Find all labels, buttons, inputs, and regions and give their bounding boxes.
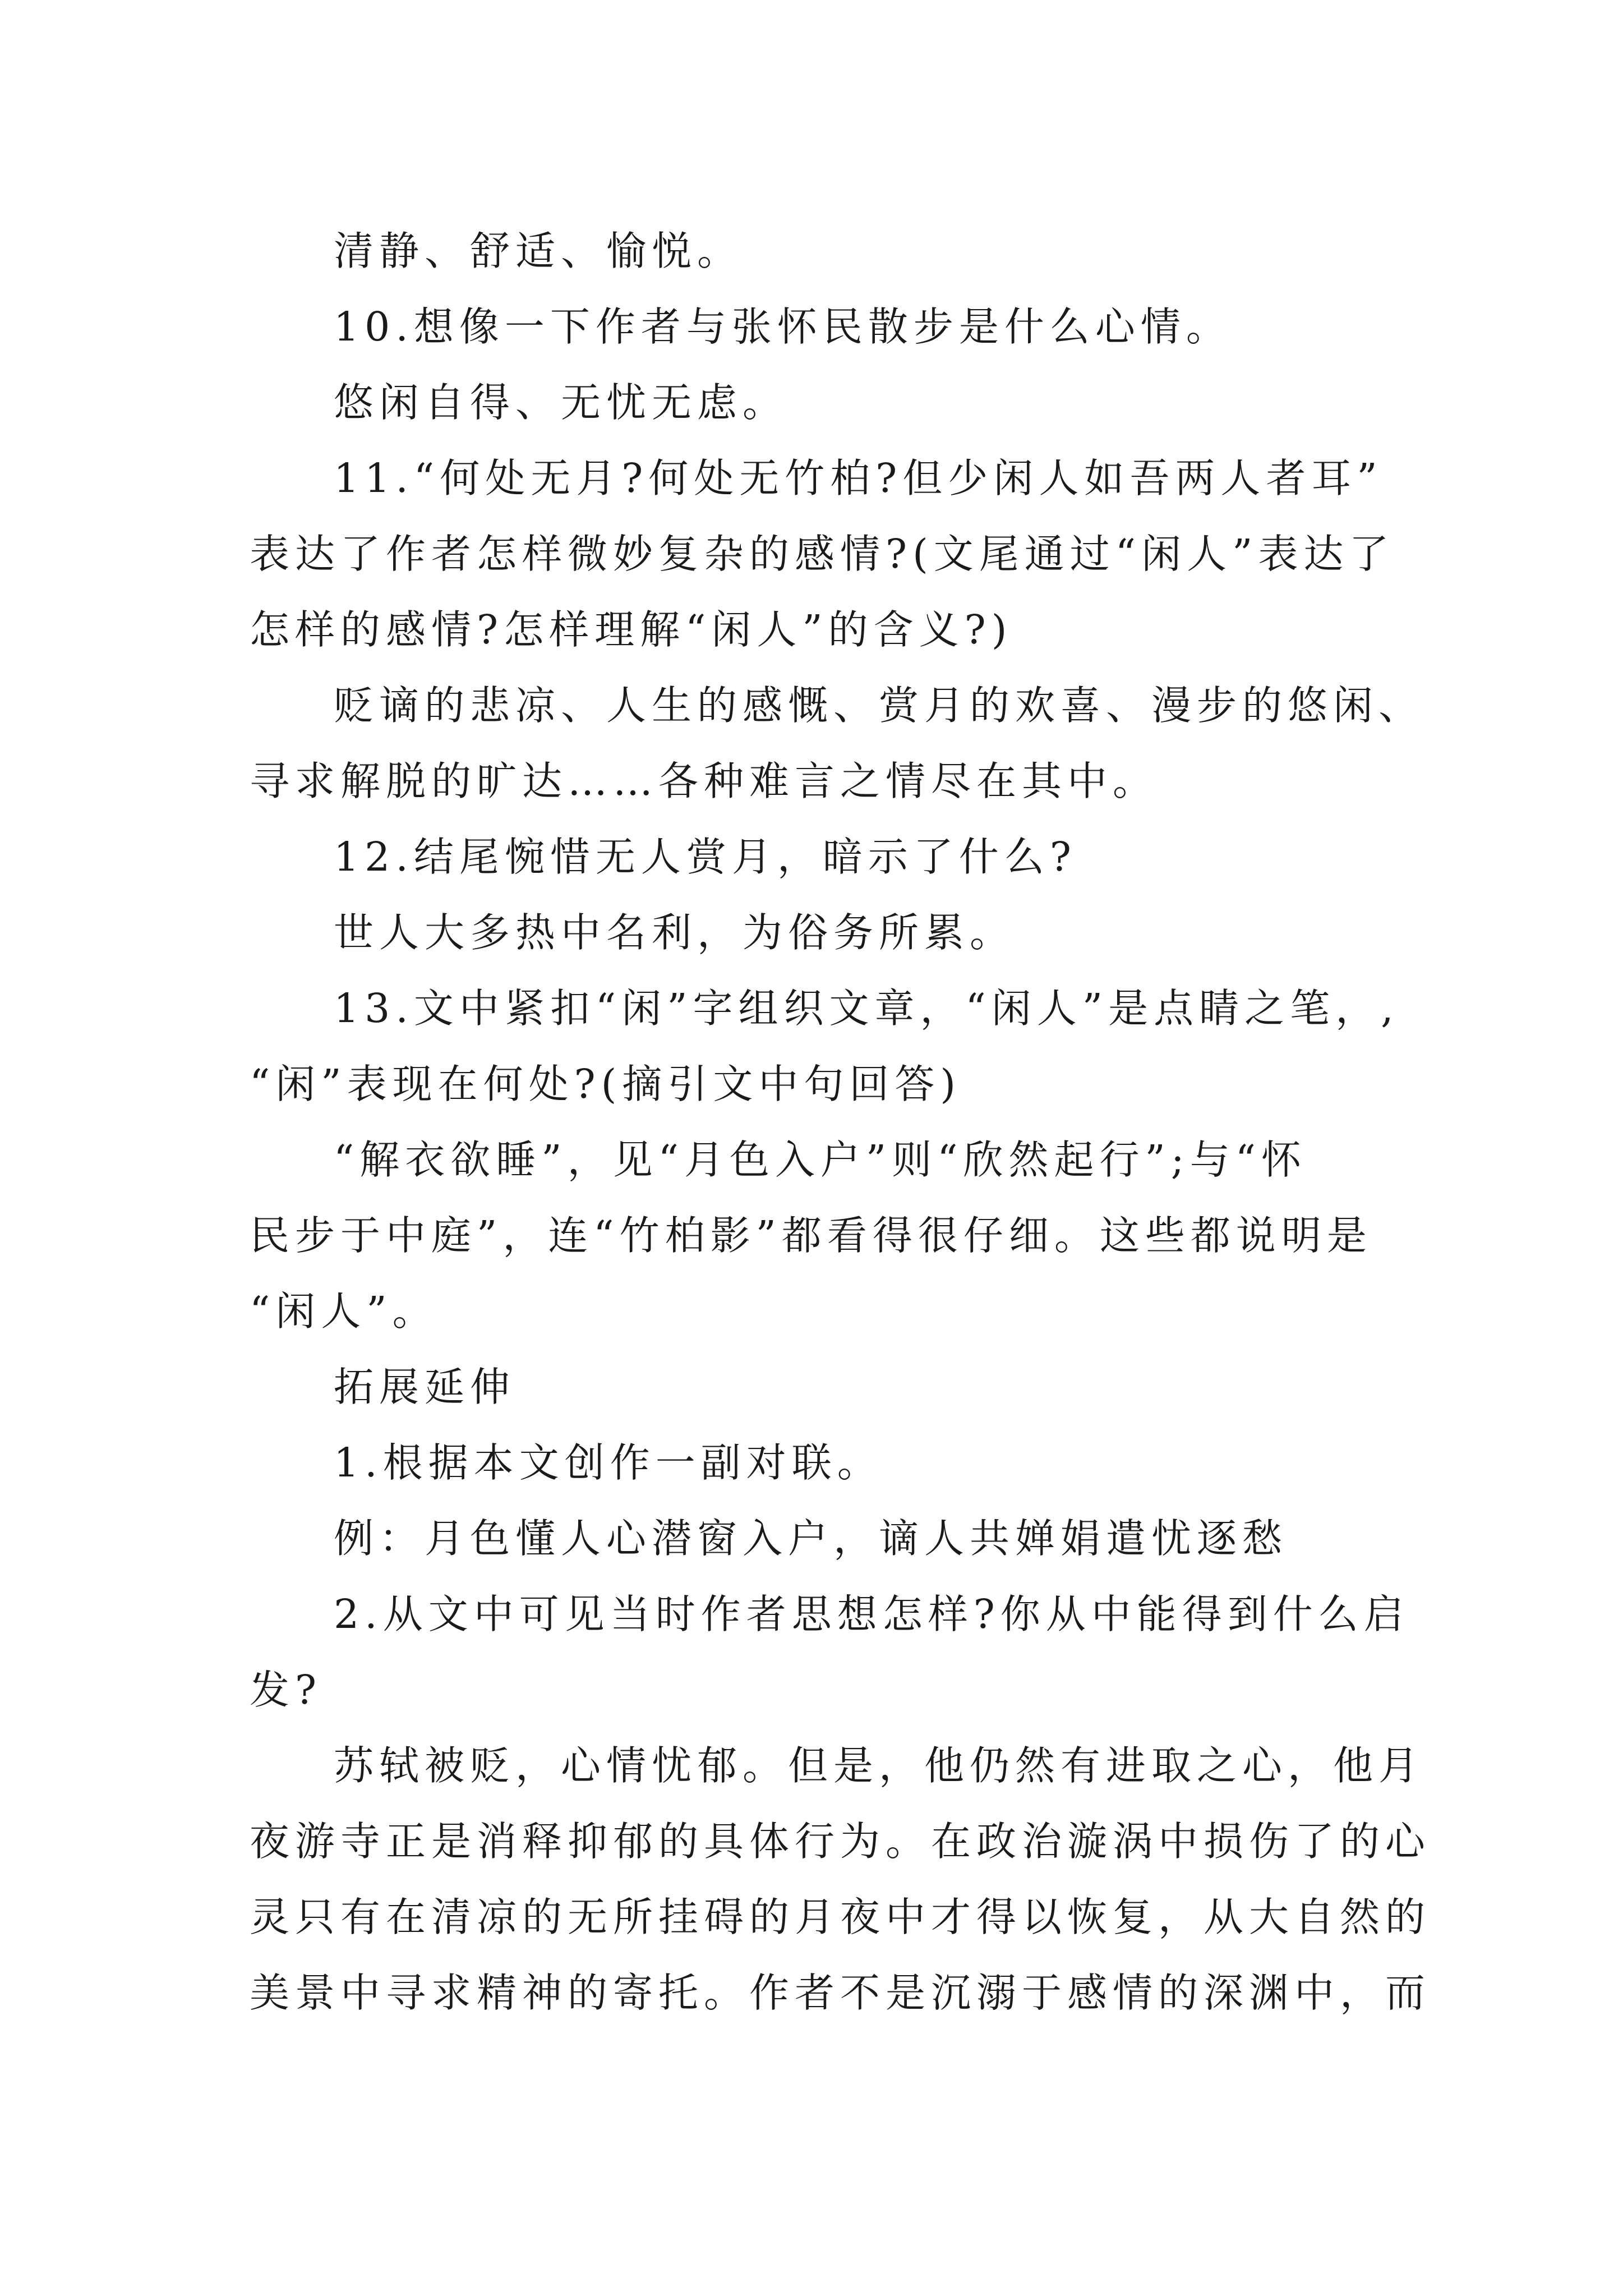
extension-2-answer-cont: 夜游寺正是消释抑郁的具体行为。在政治漩涡中损伤了的心 — [250, 1818, 1431, 1865]
answer-13-cont: 民步于中庭”，连“竹柏影”都看得很仔细。这些都说明是 — [250, 1212, 1372, 1259]
answer-11: 贬谪的悲凉、人生的感慨、赏月的欢喜、漫步的悠闲、 — [334, 682, 1424, 729]
extension-2-answer-cont: 美景中寻求精神的寄托。作者不是沉溺于感情的深渊中，而 — [250, 1970, 1431, 2016]
question-11: 11.“何处无月?何处无竹柏?但少闲人如吾两人者耳” — [334, 455, 1383, 501]
question-12: 12.结尾惋惜无人赏月，暗示了什么? — [334, 834, 1077, 880]
answer-10: 悠闲自得、无忧无虑。 — [334, 379, 789, 426]
document-body — [250, 213, 1431, 2031]
answer-12: 世人大多热中名利，为俗务所累。 — [334, 909, 1016, 956]
question-11-cont: 表达了作者怎样微妙复杂的感情?(文尾通过“闲人”表达了 — [250, 531, 1395, 577]
question-11-cont: 怎样的感情?怎样理解“闲人”的含义?) — [250, 606, 1013, 653]
extension-2-answer: 苏轼被贬，心情忧郁。但是，他仍然有进取之心，他月 — [334, 1742, 1424, 1789]
question-13-cont: “闲”表现在何处?(摘引文中句回答) — [250, 1061, 962, 1107]
answer-11-cont: 寻求解脱的旷达……各种难言之情尽在其中。 — [250, 758, 1159, 804]
extension-1-example: 例：月色懂人心潜窗入户，谪人共婵娟遣忧逐愁 — [334, 1515, 1288, 1562]
answer-13: “解衣欲睡”，见“月色入户”则“欣然起行”;与“怀 — [334, 1137, 1307, 1183]
question-10: 10.想像一下作者与张怀民散步是什么心情。 — [334, 303, 1232, 350]
extension-1: 1.根据本文创作一副对联。 — [334, 1439, 883, 1486]
extension-2-cont: 发? — [250, 1667, 322, 1713]
question-13: 13.文中紧扣“闲”字组织文章，“闲人”是点睛之笔，, — [334, 985, 1399, 1032]
section-heading: 拓展延伸 — [334, 1364, 516, 1410]
extension-2-answer-cont: 灵只有在清凉的无所挂碍的月夜中才得以恢复，从大自然的 — [250, 1894, 1431, 1940]
extension-2: 2.从文中可见当时作者思想怎样?你从中能得到什么启 — [334, 1591, 1409, 1637]
text-line: 清静、舒适、愉悦。 — [334, 228, 743, 274]
answer-13-cont: “闲人”。 — [250, 1288, 438, 1335]
